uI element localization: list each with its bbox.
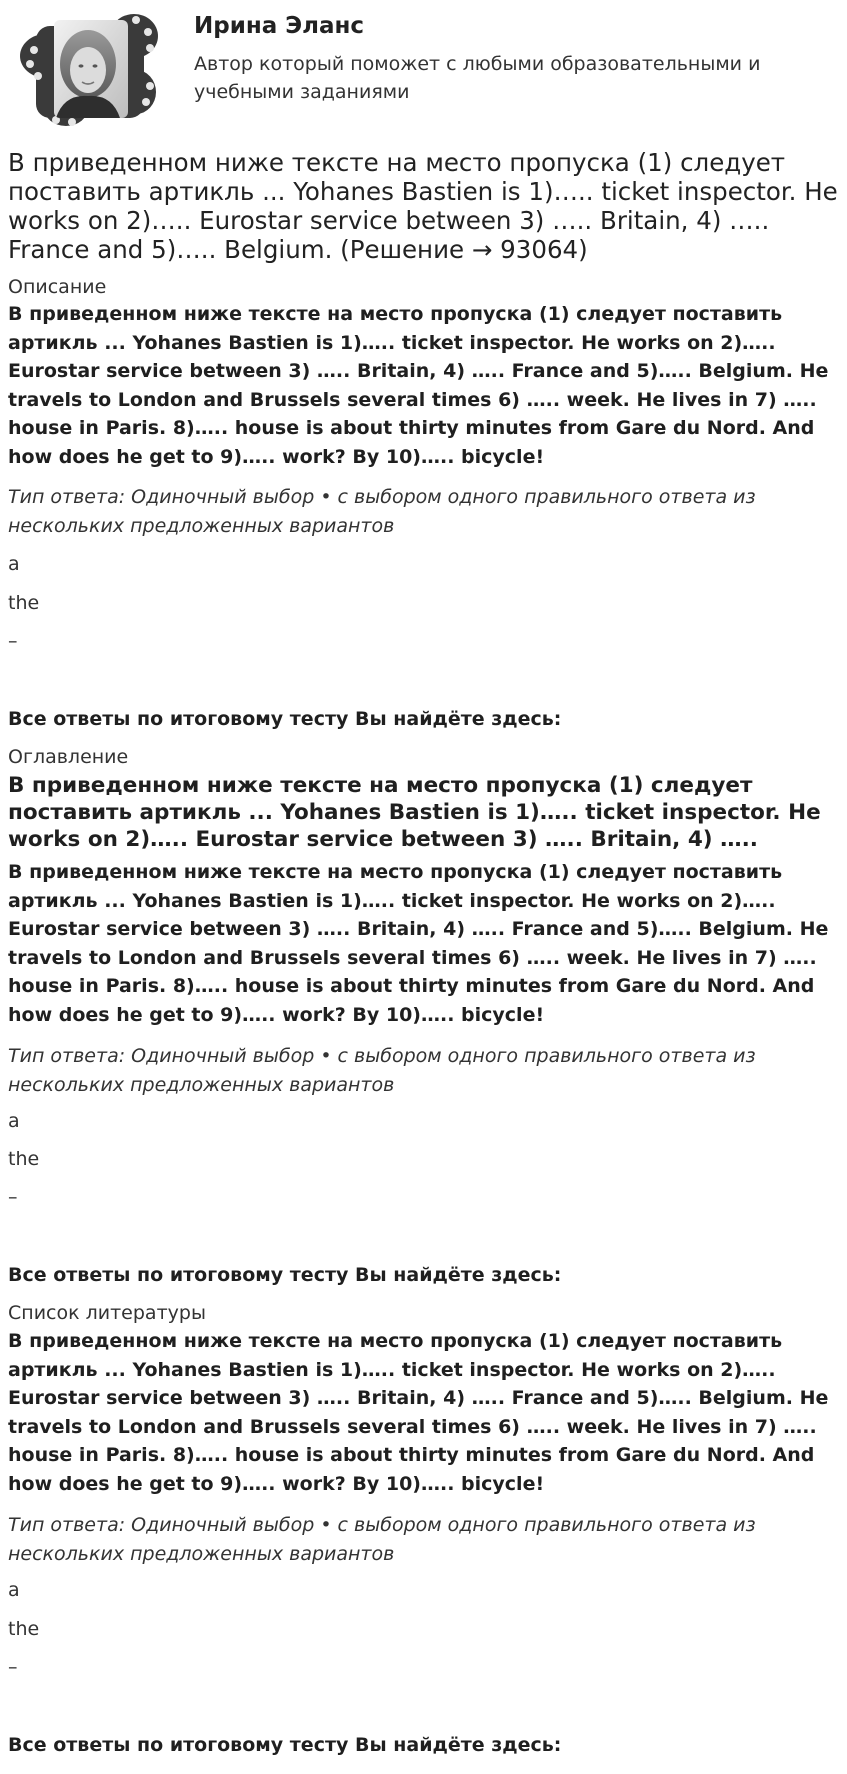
toc-option-a[interactable]: a xyxy=(8,1110,20,1132)
author-header xyxy=(8,0,839,140)
author-description: Автор который поможет с любыми образовательными и учебными заданиями xyxy=(194,53,761,103)
toc-option-dash[interactable]: – xyxy=(8,1186,18,1208)
literature-option-dash[interactable]: – xyxy=(8,1656,18,1678)
author-avatar xyxy=(16,6,160,128)
literature-option-a[interactable]: a xyxy=(8,1579,20,1601)
section-label-literature: Список литературы xyxy=(8,1302,206,1324)
description-option-a[interactable]: a xyxy=(8,553,20,575)
literature-option-the[interactable]: the xyxy=(8,1618,40,1640)
description-option-dash[interactable]: – xyxy=(8,630,18,652)
literature-answer-type: Тип ответа: Одиночный выбор • с выбором одного правильного ответа из нескольких предложенных вариантов xyxy=(8,1514,756,1565)
toc-question-text: В приведенном ниже тексте на место пропуска (1) следует поставить артикль ... Yohanes Bastien is 1)….. ticket inspector. He works on 2)….. Eurostar service between 3) ….. Britain, 4) ….. France and 5)….. Belgium. He travels to London and Brussels several times 6) ….. week. He lives in 7) ….. house in Paris. 8)….. house is about thirty minutes from Gare du Nord. And how does he get to 9)….. work? By 10)….. bicycle! xyxy=(8,861,829,1026)
toc-all-answers-link[interactable]: Все ответы по итоговому тесту Вы найдёте здесь: xyxy=(8,1264,562,1286)
toc-answer-type: Тип ответа: Одиночный выбор • с выбором одного правильного ответа из нескольких предложенных вариантов xyxy=(8,1045,756,1096)
toc-heading[interactable]: В приведенном ниже тексте на место пропуска (1) следует поставить артикль ... Yohanes Bastien is 1)….. ticket inspector. He works on 2)….. Eurostar service between 3) ….. Britain, 4) ….. xyxy=(8,773,821,852)
toc-option-the[interactable]: the xyxy=(8,1148,40,1170)
description-answer-type: Тип ответа: Одиночный выбор • с выбором одного правильного ответа из нескольких предложенных вариантов xyxy=(8,486,756,537)
literature-all-answers-link[interactable]: Все ответы по итоговому тесту Вы найдёте здесь: xyxy=(8,1734,562,1756)
description-question-text: В приведенном ниже тексте на место пропуска (1) следует поставить артикль ... Yohanes Bastien is 1)….. ticket inspector. He works on 2)….. Eurostar service between 3) ….. Britain, 4) ….. France and 5)….. Belgium. He travels to London and Brussels several times 6) ….. week. He lives in 7) ….. house in Paris. 8)….. house is about thirty minutes from Gare du Nord. And how does he get to 9)….. work? By 10)….. bicycle! xyxy=(8,303,829,468)
description-option-the[interactable]: the xyxy=(8,592,40,614)
page-title: В приведенном ниже тексте на место пропуска (1) следует поставить артикль ... Yohanes Bastien is 1)….. ticket inspector. He works on 2)….. Eurostar service between 3) ….. Britain, 4) ….. France and 5)….. Belgium. (Решение → 93064) xyxy=(8,148,838,264)
section-label-toc: Оглавление xyxy=(8,746,129,768)
section-label-description: Описание xyxy=(8,276,107,298)
description-all-answers-link[interactable]: Все ответы по итоговому тесту Вы найдёте здесь: xyxy=(8,708,562,730)
literature-question-text: В приведенном ниже тексте на место пропуска (1) следует поставить артикль ... Yohanes Bastien is 1)….. ticket inspector. He works on 2)….. Eurostar service between 3) ….. Britain, 4) ….. France and 5)….. Belgium. He travels to London and Brussels several times 6) ….. week. He lives in 7) ….. house in Paris. 8)….. house is about thirty minutes from Gare du Nord. And how does he get to 9)….. work? By 10)….. bicycle! xyxy=(8,1330,829,1495)
author-name[interactable]: Ирина Эланс xyxy=(194,13,365,39)
